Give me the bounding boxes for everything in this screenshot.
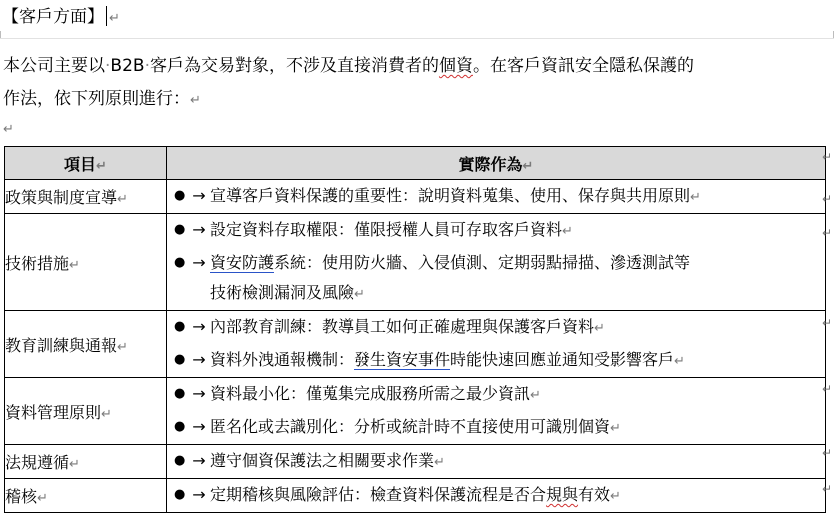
list-item: ● → 匿名化或去識別化：分析或統計時不直接使用可識別個資↵ — [167, 411, 825, 444]
arrow-icon: → — [192, 220, 206, 239]
header-action: 實際作為↵ — [167, 147, 826, 180]
row-item: 教育訓練與通報↵ — [5, 311, 167, 378]
intro-line-2: 作法，依下列原則進行：↵ — [3, 89, 201, 109]
paragraph-mark-icon: ↵ — [3, 122, 14, 137]
section-heading — [2, 4, 120, 32]
margin-guide-line — [0, 38, 834, 39]
privacy-practices-table — [4, 146, 826, 513]
bullet-icon: ● — [174, 386, 186, 401]
paragraph-mark-icon: ↵ — [109, 11, 120, 26]
list-item: ● → 資料外洩通報機制：發生資安事件時能快速回應並通知受影響客戶↵ — [167, 344, 825, 377]
list-item: ● → 設定資料存取權限：僅限授權人員可存取客戶資料↵ — [167, 214, 825, 247]
row-action — [167, 445, 826, 479]
text-cursor — [106, 6, 107, 26]
heading-text: 【客戶方面】 — [2, 7, 104, 27]
intro-line-1: 本公司主要以·B2B·客戶為交易對象，不涉及直接消費者的個資。在客戶資訊安全隱私保護的 — [3, 56, 694, 76]
arrow-icon: → — [192, 485, 206, 504]
row-end-mark-icon: ↵ — [821, 482, 832, 496]
paragraph-mark-icon: ↵ — [190, 93, 201, 108]
bullet-icon: ● — [174, 319, 186, 334]
row-end-mark-icon: ↵ — [821, 316, 832, 330]
bullet-icon: ● — [174, 222, 186, 237]
grammar-underline[interactable]: 資安防護 — [210, 253, 275, 272]
row-action — [167, 378, 826, 445]
arrow-icon: → — [192, 317, 206, 336]
bullet-icon: ● — [174, 188, 186, 203]
row-item: 稽核↵ — [5, 479, 167, 513]
spellcheck-underline[interactable]: 規與 — [546, 485, 579, 504]
bullet-icon: ● — [174, 419, 186, 434]
list-item: ● → 宣導客戶資料保護的重要性：說明資料蒐集、使用、保存與共用原則↵ — [167, 180, 825, 213]
table-row — [5, 180, 826, 214]
row-item: 技術措施↵ — [5, 214, 167, 311]
list-item: ● → 內部教育訓練：教導員工如何正確處理與保護客戶資料↵ — [167, 311, 825, 344]
table-row — [5, 479, 826, 513]
row-action — [167, 214, 826, 311]
arrow-icon: → — [192, 384, 206, 403]
list-item: ● → 定期稽核與風險評估：檢查資料保護流程是否合規與有效↵ — [167, 479, 825, 512]
list-item-continuation: 技術檢測漏洞及風險↵ — [210, 283, 365, 302]
row-item: 資料管理原則↵ — [5, 378, 167, 445]
table-row — [5, 214, 826, 311]
arrow-icon: → — [192, 451, 206, 470]
list-item: ● → 資安防護系統：使用防火牆、入侵偵測、定期弱點掃描、滲透測試等 — [167, 247, 825, 278]
row-end-mark-icon: ↵ — [821, 192, 832, 206]
table-header-row — [5, 147, 826, 180]
grammar-underline[interactable]: 發生資安事件 — [354, 350, 451, 369]
list-item: ● → 遵守個資保護法之相關要求作業↵ — [167, 445, 825, 478]
row-action — [167, 311, 826, 378]
row-item: 政策與制度宣導↵ — [5, 180, 167, 214]
arrow-icon: → — [192, 417, 206, 436]
table-row — [5, 311, 826, 378]
arrow-icon: → — [192, 253, 206, 272]
list-item: ● → 資料最小化：僅蒐集完成服務所需之最少資訊↵ — [167, 378, 825, 411]
arrow-icon: → — [192, 186, 206, 205]
spellcheck-underline[interactable]: 個資 — [438, 56, 473, 76]
table-row — [5, 378, 826, 445]
bullet-icon: ● — [174, 255, 186, 270]
row-action — [167, 180, 826, 214]
table-row — [5, 445, 826, 479]
arrow-icon: → — [192, 350, 206, 369]
row-item: 法規遵循↵ — [5, 445, 167, 479]
row-action — [167, 479, 826, 513]
row-end-mark-icon: ↵ — [821, 382, 832, 396]
row-end-mark-icon: ↵ — [821, 226, 832, 240]
bullet-icon: ● — [174, 487, 186, 502]
bullet-icon: ● — [174, 352, 186, 367]
intro-paragraph — [3, 50, 831, 117]
row-end-mark-icon: ↵ — [821, 446, 832, 460]
bullet-icon: ● — [174, 453, 186, 468]
header-item: 項目↵ — [5, 147, 167, 180]
row-end-mark-icon: ↵ — [821, 150, 832, 164]
